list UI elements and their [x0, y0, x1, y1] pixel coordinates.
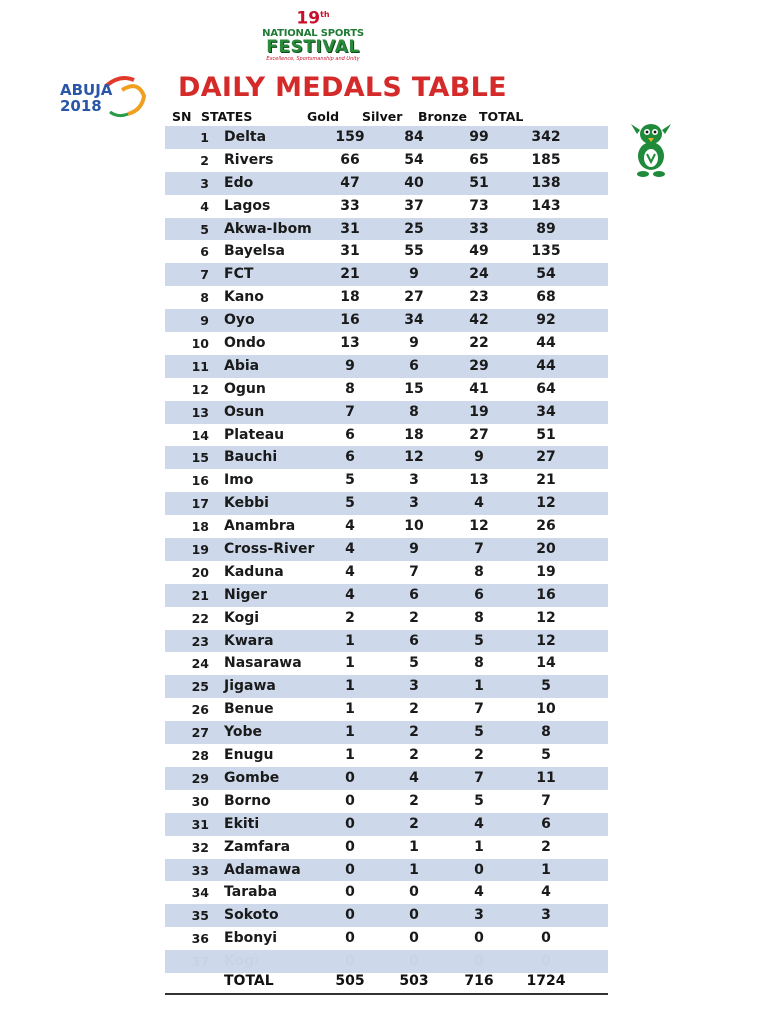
table-row [165, 446, 608, 469]
cell-sn: 19 [191, 542, 209, 558]
cell-silver: 2 [409, 724, 419, 741]
cell-state: Yobe [224, 724, 262, 741]
cell-sn: 11 [191, 358, 209, 374]
cell-state: Abia [224, 357, 260, 374]
cell-total: 135 [531, 243, 561, 260]
cell-gold: 0 [345, 815, 355, 832]
cell-state: Bayelsa [224, 243, 285, 260]
cell-sn: 31 [191, 816, 209, 832]
cell-gold: 0 [345, 907, 355, 924]
cell-bronze: 4 [474, 815, 484, 832]
table-row [165, 538, 608, 561]
cell-state: Plateau [224, 426, 285, 443]
cell-state: Enugu [224, 747, 274, 764]
cell-state: Ogun [224, 380, 266, 397]
cell-gold: 0 [345, 953, 355, 970]
cell-gold: 6 [345, 449, 355, 466]
cell-bronze: 51 [469, 174, 489, 191]
table-row [165, 904, 608, 927]
cell-gold: 8 [345, 380, 355, 397]
cell-state: Ebonyi [224, 930, 278, 947]
cell-total: 1 [541, 861, 551, 878]
cell-bronze: 7 [474, 541, 484, 558]
cell-total: 5 [541, 678, 551, 695]
cell-silver: 3 [409, 472, 419, 489]
cell-gold: 0 [345, 861, 355, 878]
cell-sn: 4 [200, 198, 209, 214]
cell-sn: 37 [191, 954, 209, 970]
cell-silver: 40 [404, 174, 424, 191]
festival-edition: 19th [296, 8, 330, 29]
cell-state: Kaduna [224, 563, 284, 580]
cell-total: 5 [541, 747, 551, 764]
cell-total: 3 [541, 907, 551, 924]
column-header-states: STATES [201, 109, 253, 124]
table-row [165, 652, 608, 675]
cell-bronze: 65 [469, 151, 489, 168]
table-row [165, 675, 608, 698]
cell-gold: 0 [345, 769, 355, 786]
cell-state: Lagos [224, 197, 271, 214]
cell-bronze: 24 [469, 266, 489, 283]
cell-bronze: 0 [474, 861, 484, 878]
cell-total: 12 [536, 495, 556, 512]
cell-total: 44 [536, 335, 556, 352]
cell-total: 89 [536, 220, 556, 237]
cell-silver: 0 [409, 907, 419, 924]
cell-total: 64 [536, 380, 556, 397]
cell-bronze: 41 [469, 380, 489, 397]
table-row [165, 240, 608, 263]
cell-sn: 29 [191, 770, 209, 786]
totals-bronze: 716 [464, 973, 494, 989]
cell-bronze: 2 [474, 747, 484, 764]
cell-bronze: 6 [474, 586, 484, 603]
cell-bronze: 12 [469, 518, 489, 535]
table-row [165, 401, 608, 424]
cell-gold: 0 [345, 792, 355, 809]
cell-state: Kano [224, 289, 264, 306]
cell-silver: 8 [409, 403, 419, 420]
cell-gold: 21 [340, 266, 360, 283]
cell-sn: 26 [191, 702, 209, 718]
festival-logo-line1: NATIONAL SPORTS [262, 27, 364, 39]
table-row [165, 332, 608, 355]
cell-sn: 17 [191, 496, 209, 512]
cell-gold: 16 [340, 312, 360, 329]
cell-total: 44 [536, 357, 556, 374]
cell-gold: 33 [340, 197, 360, 214]
cell-total: 21 [536, 472, 556, 489]
cell-gold: 5 [345, 495, 355, 512]
cell-bronze: 13 [469, 472, 489, 489]
cell-state: FCT [224, 266, 254, 283]
cell-gold: 13 [340, 335, 360, 352]
cell-total: 2 [541, 838, 551, 855]
cell-sn: 28 [191, 748, 209, 764]
table-row [165, 698, 608, 721]
cell-silver: 2 [409, 609, 419, 626]
cell-silver: 0 [409, 884, 419, 901]
cell-silver: 55 [404, 243, 424, 260]
cell-sn: 35 [191, 908, 209, 924]
cell-bronze: 9 [474, 449, 484, 466]
cell-silver: 1 [409, 861, 419, 878]
cell-total: 185 [531, 151, 561, 168]
cell-sn: 1 [200, 130, 209, 145]
cell-gold: 31 [340, 220, 360, 237]
medals-table [165, 126, 608, 973]
cell-total: 143 [531, 197, 561, 214]
cell-gold: 4 [345, 518, 355, 535]
cell-state: Kogi [224, 609, 260, 626]
cell-state: Bauchi [224, 449, 278, 466]
cell-silver: 6 [409, 586, 419, 603]
mascot-icon [627, 120, 675, 178]
cell-gold: 4 [345, 563, 355, 580]
cell-sn: 25 [191, 679, 209, 695]
cell-state: Kogi [224, 953, 260, 970]
table-row [165, 927, 608, 950]
cell-sn: 13 [191, 404, 209, 420]
cell-sn: 22 [191, 610, 209, 626]
table-row [165, 859, 608, 882]
cell-gold: 47 [340, 174, 360, 191]
table-row [165, 721, 608, 744]
cell-gold: 1 [345, 747, 355, 764]
cell-silver: 6 [409, 357, 419, 374]
table-row [165, 515, 608, 538]
cell-silver: 2 [409, 792, 419, 809]
cell-silver: 37 [404, 197, 424, 214]
cell-bronze: 49 [469, 243, 489, 260]
cell-sn: 10 [191, 336, 209, 352]
table-row [165, 355, 608, 378]
cell-bronze: 7 [474, 701, 484, 718]
cell-total: 8 [541, 724, 551, 741]
festival-motto: Excellence, Sportsmanship and Unity [266, 55, 360, 62]
cell-gold: 31 [340, 243, 360, 260]
cell-silver: 10 [404, 518, 424, 535]
cell-silver: 4 [409, 769, 419, 786]
cell-total: 138 [531, 174, 561, 191]
cell-sn: 9 [200, 313, 209, 329]
cell-silver: 7 [409, 563, 419, 580]
cell-state: Rivers [224, 151, 274, 168]
table-row [165, 195, 608, 218]
table-row [165, 424, 608, 447]
table-row [165, 607, 608, 630]
cell-silver: 9 [409, 335, 419, 352]
cell-state: Osun [224, 403, 265, 420]
cell-gold: 4 [345, 541, 355, 558]
cell-gold: 1 [345, 701, 355, 718]
cell-state: Delta [224, 129, 267, 145]
cell-state: Kwara [224, 632, 274, 649]
cell-silver: 6 [409, 632, 419, 649]
cell-total: 11 [536, 769, 556, 786]
cell-total: 10 [536, 701, 556, 718]
cell-silver: 3 [409, 495, 419, 512]
cell-gold: 7 [345, 403, 355, 420]
cell-silver: 0 [409, 953, 419, 970]
cell-sn: 12 [191, 381, 209, 397]
cell-total: 4 [541, 884, 551, 901]
cell-bronze: 7 [474, 769, 484, 786]
table-row [165, 744, 608, 767]
cell-bronze: 42 [469, 312, 489, 329]
cell-gold: 1 [345, 724, 355, 741]
cell-state: Zamfara [224, 838, 291, 855]
cell-total: 0 [541, 930, 551, 947]
cell-sn: 14 [191, 427, 209, 443]
totals-total: 1724 [526, 973, 566, 989]
totals-row [165, 969, 608, 995]
cell-silver: 2 [409, 815, 419, 832]
cell-bronze: 23 [469, 289, 489, 306]
cell-state: Ekiti [224, 815, 260, 832]
table-row [165, 218, 608, 241]
cell-total: 14 [536, 655, 556, 672]
cell-silver: 9 [409, 541, 419, 558]
table-row [165, 492, 608, 515]
cell-state: Niger [224, 586, 267, 603]
abuja-logo-year: 2018 [60, 97, 102, 115]
cell-bronze: 5 [474, 792, 484, 809]
column-header-silver: Silver [362, 109, 403, 124]
cell-bronze: 22 [469, 335, 489, 352]
cell-gold: 1 [345, 655, 355, 672]
cell-silver: 54 [404, 151, 424, 168]
cell-bronze: 1 [474, 838, 484, 855]
cell-total: 68 [536, 289, 556, 306]
column-header-bronze: Bronze [418, 109, 467, 124]
cell-total: 26 [536, 518, 556, 535]
table-row [165, 309, 608, 332]
cell-silver: 25 [404, 220, 424, 237]
table-row [165, 469, 608, 492]
cell-gold: 159 [335, 129, 365, 145]
cell-gold: 1 [345, 678, 355, 695]
cell-state: Adamawa [224, 861, 301, 878]
cell-total: 7 [541, 792, 551, 809]
table-row [165, 767, 608, 790]
cell-bronze: 29 [469, 357, 489, 374]
cell-bronze: 0 [474, 930, 484, 947]
totals-label: TOTAL [224, 973, 274, 989]
cell-bronze: 27 [469, 426, 489, 443]
table-row [165, 126, 608, 149]
cell-total: 16 [536, 586, 556, 603]
cell-state: Taraba [224, 884, 278, 901]
cell-silver: 27 [404, 289, 424, 306]
festival-logo [250, 6, 376, 66]
cell-bronze: 3 [474, 907, 484, 924]
cell-gold: 2 [345, 609, 355, 626]
cell-sn: 30 [191, 793, 209, 809]
cell-total: 51 [536, 426, 556, 443]
cell-gold: 66 [340, 151, 360, 168]
cell-gold: 5 [345, 472, 355, 489]
cell-total: 27 [536, 449, 556, 466]
cell-silver: 15 [404, 380, 424, 397]
cell-gold: 6 [345, 426, 355, 443]
cell-state: Edo [224, 174, 254, 191]
festival-logo-line2: FESTIVAL [266, 36, 360, 57]
cell-bronze: 73 [469, 197, 489, 214]
cell-sn: 3 [200, 175, 209, 191]
cell-sn: 7 [200, 267, 209, 283]
cell-bronze: 19 [469, 403, 489, 420]
cell-state: Akwa-Ibom [224, 220, 312, 237]
cell-silver: 2 [409, 701, 419, 718]
cell-state: Nasarawa [224, 655, 302, 672]
cell-silver: 12 [404, 449, 424, 466]
cell-state: Imo [224, 472, 254, 489]
cell-state: Kebbi [224, 495, 269, 512]
cell-total: 54 [536, 266, 556, 283]
table-row [165, 813, 608, 836]
cell-bronze: 0 [474, 953, 484, 970]
cell-state: Anambra [224, 518, 296, 535]
cell-silver: 2 [409, 747, 419, 764]
cell-sn: 33 [191, 862, 209, 878]
cell-silver: 0 [409, 930, 419, 947]
cell-total: 6 [541, 815, 551, 832]
cell-sn: 32 [191, 839, 209, 855]
table-row [165, 378, 608, 401]
cell-silver: 3 [409, 678, 419, 695]
cell-bronze: 4 [474, 495, 484, 512]
cell-total: 20 [536, 541, 556, 558]
cell-state: Ondo [224, 335, 266, 352]
cell-sn: 6 [200, 244, 209, 260]
cell-sn: 16 [191, 473, 209, 489]
cell-total: 34 [536, 403, 556, 420]
cell-bronze: 8 [474, 655, 484, 672]
cell-gold: 0 [345, 930, 355, 947]
table-row [165, 790, 608, 813]
cell-state: Jigawa [224, 678, 276, 695]
table-row [165, 836, 608, 859]
table-row [165, 263, 608, 286]
cell-sn: 18 [191, 519, 209, 535]
cell-sn: 15 [191, 450, 209, 466]
cell-state: Borno [224, 792, 271, 809]
totals-gold: 505 [335, 973, 365, 989]
page-title: DAILY MEDALS TABLE [178, 72, 507, 103]
cell-bronze: 1 [474, 678, 484, 695]
cell-total: 342 [531, 129, 561, 145]
cell-total: 19 [536, 563, 556, 580]
totals-silver: 503 [399, 973, 429, 989]
cell-silver: 34 [404, 312, 424, 329]
cell-bronze: 4 [474, 884, 484, 901]
cell-gold: 4 [345, 586, 355, 603]
table-row [165, 630, 608, 653]
cell-bronze: 8 [474, 563, 484, 580]
cell-total: 0 [541, 953, 551, 970]
cell-bronze: 5 [474, 724, 484, 741]
cell-gold: 1 [345, 632, 355, 649]
cell-state: Cross-River [224, 541, 315, 558]
cell-silver: 84 [404, 129, 424, 145]
cell-sn: 34 [191, 885, 209, 901]
table-row [165, 584, 608, 607]
cell-sn: 20 [191, 564, 209, 580]
abuja-logo-word: ABUJA [60, 81, 113, 99]
cell-bronze: 8 [474, 609, 484, 626]
cell-state: Benue [224, 701, 274, 718]
cell-gold: 18 [340, 289, 360, 306]
cell-state: Oyo [224, 312, 255, 329]
cell-bronze: 33 [469, 220, 489, 237]
table-row [165, 881, 608, 904]
cell-gold: 0 [345, 884, 355, 901]
table-row [165, 172, 608, 195]
cell-gold: 9 [345, 357, 355, 374]
cell-total: 12 [536, 609, 556, 626]
table-row [165, 561, 608, 584]
cell-sn: 5 [200, 221, 209, 237]
column-header-sn: SN [172, 109, 192, 124]
column-header-total: TOTAL [479, 109, 524, 124]
cell-silver: 9 [409, 266, 419, 283]
cell-bronze: 99 [469, 129, 489, 145]
cell-state: Sokoto [224, 907, 279, 924]
cell-sn: 23 [191, 633, 209, 649]
cell-bronze: 5 [474, 632, 484, 649]
cell-total: 92 [536, 312, 556, 329]
cell-sn: 36 [191, 931, 209, 947]
cell-total: 12 [536, 632, 556, 649]
cell-sn: 24 [191, 656, 209, 672]
cell-state: Gombe [224, 769, 280, 786]
cell-sn: 27 [191, 725, 209, 741]
cell-gold: 0 [345, 838, 355, 855]
table-row [165, 286, 608, 309]
cell-silver: 18 [404, 426, 424, 443]
cell-sn: 8 [200, 290, 209, 306]
cell-sn: 2 [200, 152, 209, 168]
cell-sn: 21 [191, 587, 209, 603]
cell-silver: 5 [409, 655, 419, 672]
cell-silver: 1 [409, 838, 419, 855]
table-row [165, 149, 608, 172]
column-header-gold: Gold [307, 109, 340, 124]
abuja-2018-logo [58, 72, 150, 122]
